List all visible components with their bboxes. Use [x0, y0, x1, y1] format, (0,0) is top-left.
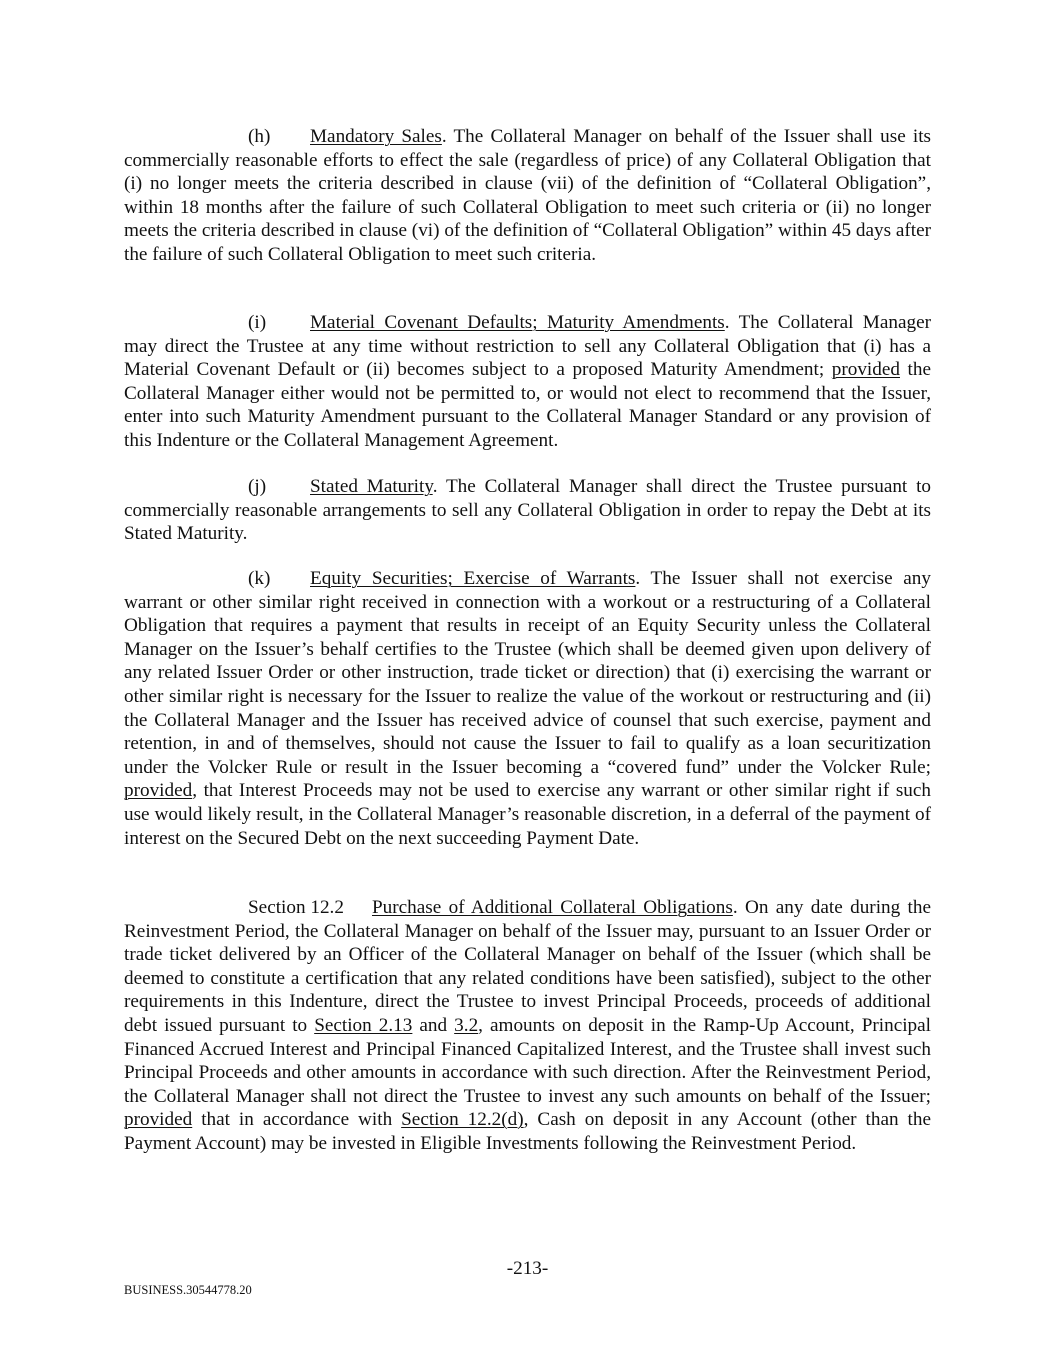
clause-body: . The Collateral Manager shall direct the Trustee pursuant to commercially reasonable arrangements to sell any Collateral Obligation in order to repay the Debt at its Stated Maturity. — [124, 476, 931, 545]
clause-body: . The Collateral Manager on behalf of the Issuer shall use its commercially reasonable efforts to effect the sale (regardless of price) of any Collateral Obligation that (i) no longer meets the criteria described in clause (vii) of the definition of “Collateral Obligation”, within 18 months after the failure of such Collateral Obligation to meet such criteria or (ii) no longer meets the criteria described in clause (vi) of the definition of “Collateral Obligation” within 45 days after the failure of such Collateral Obligation to meet such criteria. — [124, 126, 931, 265]
provided-term: provided — [124, 780, 193, 802]
clause-body: . The Issuer shall not exercise any warrant or other similar right received in connection with a workout or a restructuring of a Collateral Obligation that requires a payment that results in receipt of an Equity Security unless the Collateral Manager on the Issuer’s behalf certifies to the Trustee (which shall be deemed given upon delivery of any related Issuer Order or other instruction, trade ticket or direction) that (i) exercising the warrant or other similar right is necessary for the Issuer to realize the value of the workout or restructuring and (ii) the Collateral Manager and the Issuer has received advice of counsel that such exercise, payment and retention, in and of themselves, should not cause the Issuer to fail to qualify as a loan securitization under the Volcker Rule or result in the Issuer becoming a “covered fund” under the Volcker Rule; — [124, 568, 931, 778]
page-number: -213- — [506, 1258, 549, 1279]
section-body: . On any date during the Reinvestment Period, the Collateral Manager on behalf of the Issuer may, pursuant to an Issuer Order or trade ticket delivered by an Officer of the Collateral Manager on behalf of the Issuer (which shall be deemed to constitute a certification that any related conditions have been satisfied), subject to the other requirements in this Indenture, direct the Trustee to invest Principal Proceeds, proceeds of additional debt issued pursuant to — [124, 897, 931, 1036]
clause-body: . The Collateral Manager may direct the Trustee at any time without restriction to sell any Collateral Obligation that (i) has a Material Covenant Default or (ii) becomes subject to a proposed Maturity Amendment; — [124, 312, 931, 381]
clause-label: (k) — [248, 568, 271, 589]
section-body: , amounts on deposit in the Ramp-Up Account, Principal Financed Accrued Interest and Principal Financed Capitalized Interest, and the Trustee shall invest such Principal Proceeds and other amounts in accordance with such direction. After the Reinvestment Period, the Collateral Manager shall not direct the Trustee to invest any such amounts on behalf of the Issuer; — [124, 1014, 931, 1107]
clause-heading: Material Covenant Defaults; Maturity Amendments — [310, 312, 725, 333]
clause-body-continued: , that Interest Proceeds may not be used to exercise any warrant or other similar right if such use would likely result, in the Collateral Manager’s reasonable discretion, in a deferral of the payment of interest on the Secured Debt on the next succeeding Payment Date. — [124, 780, 931, 849]
clause-heading: Equity Securities; Exercise of Warrants — [310, 568, 636, 589]
paragraph-j-stated-maturity — [124, 475, 931, 546]
cross-reference-3-2[interactable]: 3.2 — [454, 1014, 479, 1036]
section-body: , Cash on deposit in any Account (other than the Payment Account) may be invested in Eligible Investments following the Reinvestment Period. — [124, 1109, 931, 1154]
paragraph-h-mandatory-sales — [124, 125, 931, 267]
section-body: and — [412, 1014, 455, 1036]
clause-heading: Stated Maturity — [310, 476, 433, 497]
clause-label: (j) — [248, 476, 267, 497]
cross-reference-section-2-13[interactable]: Section 2.13 — [314, 1014, 413, 1036]
provided-term: provided — [124, 1109, 193, 1131]
paragraph-i-material-covenant-defaults — [124, 311, 931, 453]
section-heading: Purchase of Additional Collateral Obligations — [372, 897, 733, 918]
clause-body-continued: the Collateral Manager either would not be permitted to, or would not elect to recommend that the Issuer, enter into such Maturity Amendment pursuant to the Collateral Manager Standard or any provision of this Indenture or the Collateral Management Agreement. — [124, 359, 931, 451]
section-label: Section 12.2 — [248, 897, 344, 918]
document-id-footer: BUSINESS.30544778.20 — [124, 1283, 252, 1297]
clause-heading: Mandatory Sales — [310, 126, 442, 147]
section-body: that in accordance with — [192, 1109, 402, 1131]
section-12-2-purchase-of-additional-collateral — [124, 896, 931, 1156]
clause-label: (h) — [248, 126, 271, 147]
paragraph-k-equity-securities — [124, 567, 931, 850]
clause-label: (i) — [248, 312, 267, 333]
cross-reference-section-12-2-d[interactable]: Section 12.2(d) — [401, 1109, 524, 1131]
provided-term: provided — [831, 359, 900, 381]
